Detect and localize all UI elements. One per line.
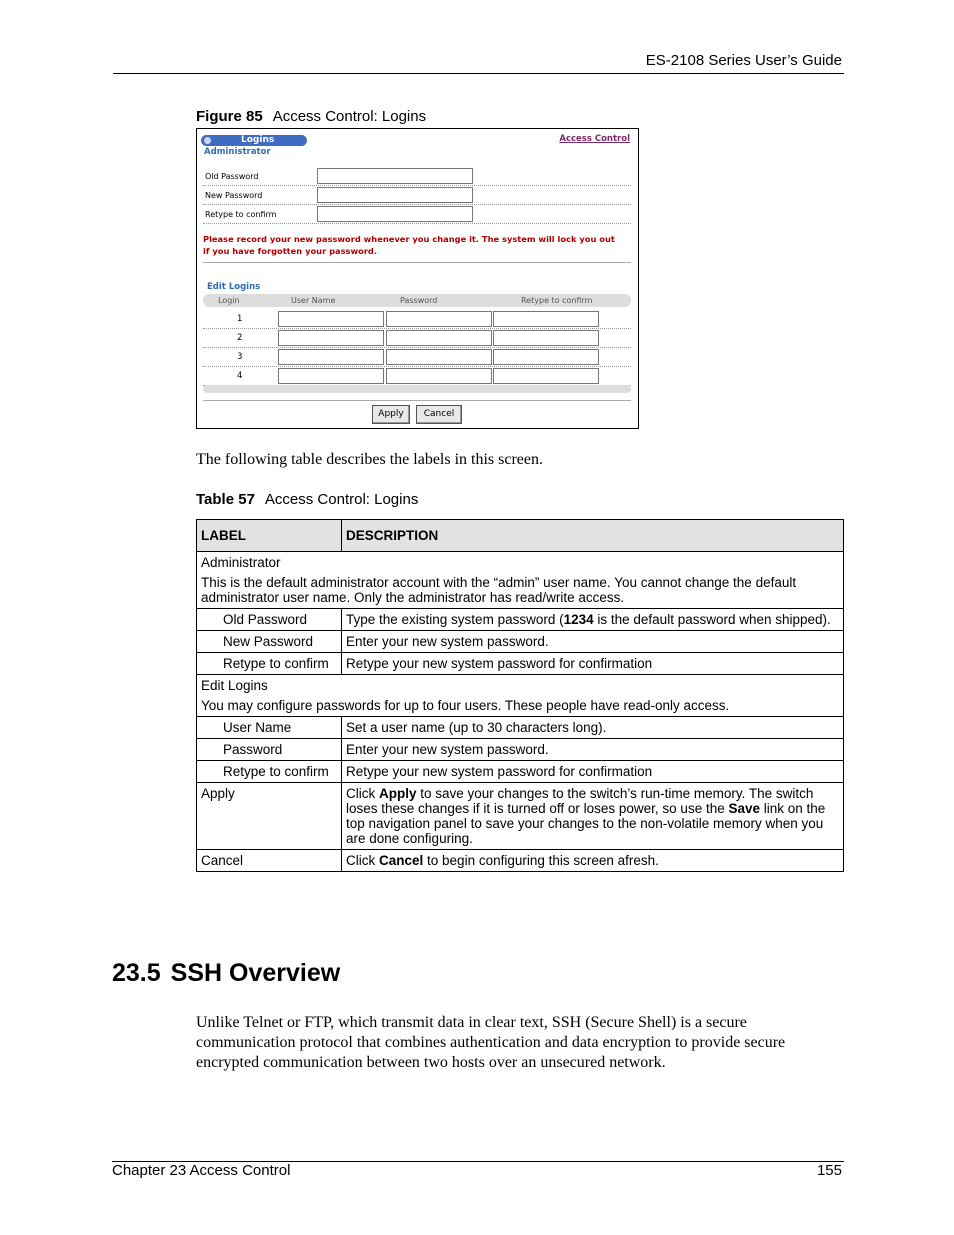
administrator-cell — [197, 552, 844, 609]
edit-logins-cell — [197, 675, 844, 717]
section-number: 23.5 — [112, 959, 161, 987]
divider — [203, 400, 631, 401]
retype-confirm-label: Retype to confirm — [197, 653, 342, 675]
login-number: 2 — [237, 333, 243, 343]
warning-line-1: Please record your new password whenever you change it. The system will lock you out — [203, 234, 615, 244]
new-password-row — [203, 186, 631, 205]
footer-chapter: Chapter 23 Access Control — [112, 1162, 291, 1179]
apply-desc: Click Apply to save your changes to the switch’s run-time memory. The switch loses these changes if it is turned off or loses power, so use the Save link on the top navigation panel to save your changes to the non-volatile memory when you are done configuring. — [342, 783, 844, 850]
password-label: Password — [197, 739, 342, 761]
old-password-row — [203, 167, 631, 186]
password-desc: Enter your new system password. — [342, 739, 844, 761]
password-input[interactable] — [386, 368, 492, 384]
old-password-desc: Type the existing system password (1234 is the default password when shipped). — [342, 609, 844, 631]
cancel-button[interactable]: Cancel — [416, 405, 462, 424]
user-name-input[interactable] — [278, 368, 384, 384]
login-row — [203, 367, 631, 386]
figure-caption-text: Access Control: Logins — [272, 108, 427, 125]
retype-confirm-label: Retype to confirm — [205, 210, 277, 219]
user-name-input[interactable] — [278, 349, 384, 365]
table-row — [197, 761, 844, 783]
administrator-label: Administrator — [201, 555, 281, 570]
edit-logins-footer — [203, 385, 631, 393]
login-row — [203, 348, 631, 367]
description-table — [196, 519, 844, 872]
apply-button[interactable]: Apply — [372, 405, 410, 424]
login-number: 1 — [237, 314, 243, 324]
user-name-input[interactable] — [278, 330, 384, 346]
col-user-name: User Name — [291, 296, 336, 305]
new-password-label: New Password — [205, 191, 263, 200]
retype-input[interactable] — [493, 349, 599, 365]
footer-page-number: 155 — [816, 1162, 842, 1179]
access-control-link[interactable]: Access Control — [559, 134, 630, 144]
table-row — [197, 653, 844, 675]
apply-label: Apply — [197, 783, 342, 850]
user-name-input[interactable] — [278, 311, 384, 327]
tab-bullet-icon — [204, 137, 211, 144]
table-row — [197, 675, 844, 717]
col-password: Password — [400, 296, 438, 305]
administrator-desc: This is the default administrator account with the “admin” user name. You cannot change the default administrator user name. Only the administrator has read/write access. — [201, 575, 797, 605]
edit-logins-title: Edit Logins — [207, 282, 261, 292]
password-input[interactable] — [386, 349, 492, 365]
table-caption — [196, 491, 418, 508]
table-row — [197, 783, 844, 850]
retype-input[interactable] — [493, 311, 599, 327]
edit-logins-desc: You may configure passwords for up to four users. These people have read-only access. — [201, 698, 730, 713]
retype-confirm-desc-2: Retype your new system password for confirmation — [342, 761, 844, 783]
password-input[interactable] — [386, 330, 492, 346]
col-login: Login — [218, 296, 240, 305]
cancel-desc: Click Cancel to begin configuring this screen afresh. — [342, 850, 844, 872]
label-header: LABEL — [197, 520, 342, 552]
table-caption-text: Access Control: Logins — [264, 491, 419, 508]
divider — [203, 262, 631, 263]
edit-logins-header — [203, 294, 631, 307]
section-heading — [112, 959, 340, 988]
administrator-title: Administrator — [204, 147, 271, 157]
header-rule — [113, 73, 844, 74]
old-password-label: Old Password — [197, 609, 342, 631]
new-password-input[interactable] — [317, 187, 473, 203]
col-retype: Retype to confirm — [521, 296, 593, 305]
table-row — [197, 850, 844, 872]
new-password-desc: Enter your new system password. — [342, 631, 844, 653]
retype-confirm-label-2: Retype to confirm — [197, 761, 342, 783]
login-row — [203, 329, 631, 348]
cancel-label: Cancel — [197, 850, 342, 872]
description-header: DESCRIPTION — [342, 520, 844, 552]
old-password-input[interactable] — [317, 168, 473, 184]
retype-input[interactable] — [493, 330, 599, 346]
table-number: Table 57 — [196, 491, 255, 508]
retype-input[interactable] — [493, 368, 599, 384]
logins-tab[interactable] — [201, 135, 307, 146]
table-row — [197, 552, 844, 609]
edit-logins-label: Edit Logins — [201, 678, 268, 693]
guide-title: ES-2108 Series User’s Guide — [645, 52, 842, 69]
old-password-label: Old Password — [205, 172, 259, 181]
figure-caption — [196, 108, 426, 125]
password-warning — [203, 233, 633, 257]
retype-confirm-desc: Retype your new system password for confirmation — [342, 653, 844, 675]
password-input[interactable] — [386, 311, 492, 327]
table-header-row — [197, 520, 844, 552]
warning-line-2: if you have forgotten your password. — [203, 246, 378, 256]
intro-text: The following table describes the labels in this screen. — [196, 451, 544, 468]
section-title: SSH Overview — [170, 959, 341, 987]
table-row — [197, 739, 844, 761]
new-password-label: New Password — [197, 631, 342, 653]
login-number: 4 — [237, 371, 243, 381]
user-name-label: User Name — [197, 717, 342, 739]
table-row — [197, 609, 844, 631]
retype-confirm-row — [203, 205, 631, 224]
user-name-desc: Set a user name (up to 30 characters long). — [342, 717, 844, 739]
tab-label: Logins — [241, 135, 275, 145]
login-row — [203, 310, 631, 329]
table-row — [197, 631, 844, 653]
table-row — [197, 717, 844, 739]
logins-screenshot — [196, 128, 639, 429]
section-paragraph: Unlike Telnet or FTP, which transmit data in clear text, SSH (Secure Shell) is a secure communication protocol that combines authentication and data encryption to provide secure encrypted communication between two hosts over an unsecured network. — [196, 1014, 786, 1071]
login-number: 3 — [237, 352, 243, 362]
retype-confirm-input[interactable] — [317, 206, 473, 222]
figure-number: Figure 85 — [196, 108, 263, 125]
